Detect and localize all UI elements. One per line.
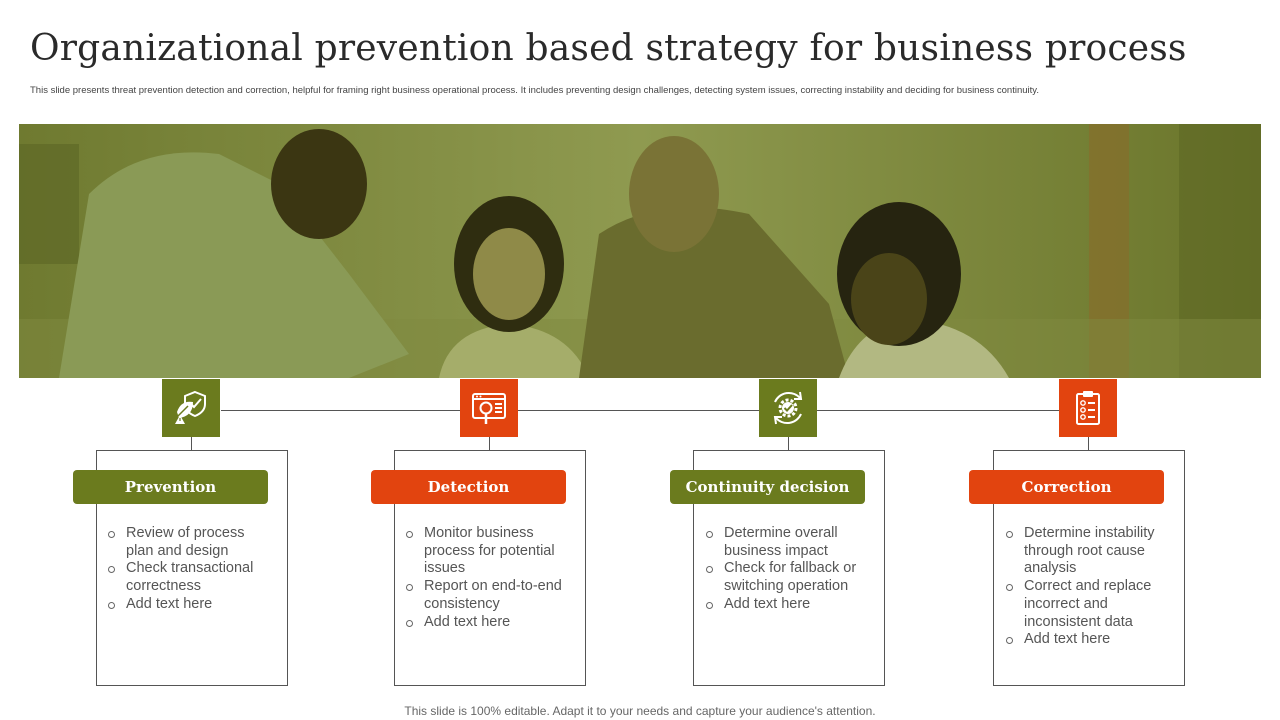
- clipboard-checklist-icon: [1068, 388, 1108, 428]
- team-photo: [19, 124, 1261, 378]
- list-item: Add text here: [704, 596, 869, 614]
- prevention-header: Prevention: [73, 470, 268, 504]
- slide-subtitle: This slide presents threat prevention detection and correction, helpful for framing right business operational process. It includes preventing design challenges, detecting system issues, correcting instability and deciding for business continuity.: [30, 85, 1039, 96]
- list-item: Review of process plan and design: [106, 525, 271, 560]
- continuity-list: [704, 525, 869, 614]
- correction-list: [1004, 525, 1169, 649]
- stem-line: [788, 437, 789, 450]
- detection-icon-box: [460, 379, 518, 437]
- list-item: Check transactional correctness: [106, 560, 271, 595]
- stem-line: [489, 437, 490, 450]
- gear-check-cycle-icon: [768, 388, 808, 428]
- list-item: Add text here: [1004, 631, 1169, 649]
- detection-list: [404, 525, 569, 631]
- correction-icon-box: [1059, 379, 1117, 437]
- footer-note: This slide is 100% editable. Adapt it to your needs and capture your audience's attention.: [404, 704, 876, 718]
- prevention-icon-box: [162, 379, 220, 437]
- list-item: Add text here: [404, 614, 569, 632]
- continuity-header: Continuity decision: [670, 470, 865, 504]
- list-item: Determine overall business impact: [704, 525, 869, 560]
- shield-leaf-warning-icon: [171, 388, 211, 428]
- list-item: Check for fallback or switching operation: [704, 560, 869, 595]
- list-item: Determine instability through root cause analysis: [1004, 525, 1169, 578]
- detection-header: Detection: [371, 470, 566, 504]
- stem-line: [1088, 437, 1089, 450]
- prevention-list: [106, 525, 271, 614]
- list-item: Report on end-to-end consistency: [404, 578, 569, 613]
- stem-line: [191, 437, 192, 450]
- correction-header: Correction: [969, 470, 1164, 504]
- list-item: Correct and replace incorrect and inconsistent data: [1004, 578, 1169, 631]
- connector-line: [221, 410, 1059, 411]
- continuity-icon-box: [759, 379, 817, 437]
- list-item: Monitor business process for potential issues: [404, 525, 569, 578]
- browser-magnifier-icon: [469, 388, 509, 428]
- list-item: Add text here: [106, 596, 271, 614]
- slide-title: Organizational prevention based strategy for business process: [30, 28, 1187, 69]
